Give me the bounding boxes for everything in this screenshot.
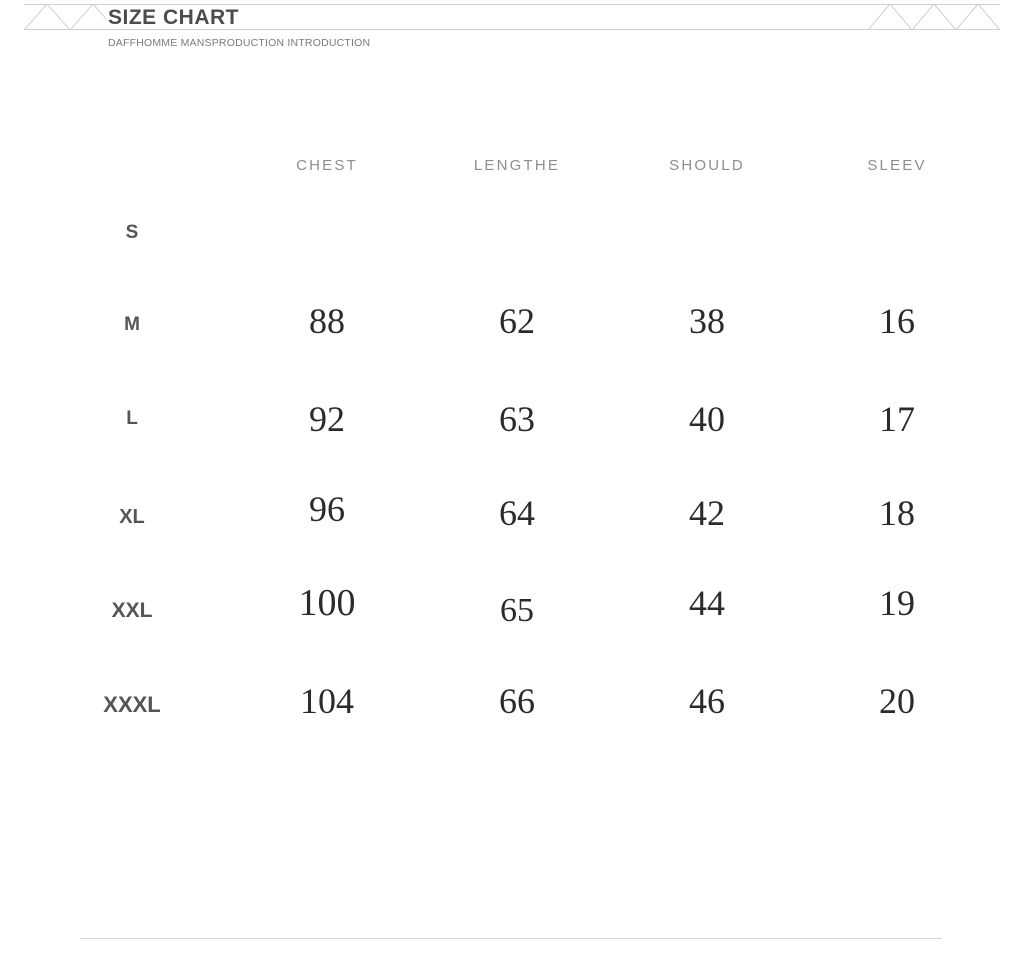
value-should-xxl: 44 — [689, 583, 725, 623]
table-row — [32, 188, 992, 278]
cell-sleev — [802, 560, 992, 654]
value-lengthe-m: 62 — [499, 301, 535, 341]
table-header-row — [32, 120, 992, 188]
table-row — [32, 372, 992, 466]
cell-chest — [232, 278, 422, 372]
size-label-xxl: XXL — [111, 599, 153, 622]
cell-lengthe — [422, 188, 612, 278]
value-chest-m: 88 — [309, 301, 345, 341]
size-label-s: S — [125, 222, 139, 243]
value-sleev-xxl: 19 — [879, 583, 915, 623]
cell-chest — [232, 466, 422, 560]
size-label-xxxl: XXXL — [103, 692, 161, 717]
cell-lengthe — [422, 278, 612, 372]
value-chest-xl: 96 — [309, 489, 345, 529]
table-row — [32, 278, 992, 372]
value-should-m: 38 — [689, 301, 725, 341]
value-lengthe-xxxl: 66 — [499, 681, 535, 721]
page-title: SIZE CHART — [106, 7, 247, 29]
size-chart — [0, 120, 1024, 748]
value-sleev-l: 17 — [879, 399, 915, 439]
value-lengthe-xl: 64 — [499, 493, 535, 533]
cell-chest — [232, 188, 422, 278]
row-size-label — [32, 466, 232, 560]
cell-should — [612, 654, 802, 748]
cell-should — [612, 372, 802, 466]
page-subtitle: DAFFHOMME MANSPRODUCTION INTRODUCTION — [108, 37, 371, 49]
cell-chest — [232, 560, 422, 654]
cell-lengthe — [422, 654, 612, 748]
value-chest-xxl: 100 — [298, 582, 356, 624]
cell-sleev — [802, 372, 992, 466]
value-lengthe-xxl: 65 — [500, 592, 534, 629]
column-header-chest: CHEST — [296, 157, 358, 174]
table-row — [32, 466, 992, 560]
size-label-m: M — [124, 314, 140, 335]
table-body — [32, 188, 992, 748]
value-should-xl: 42 — [689, 493, 725, 533]
cell-should — [612, 466, 802, 560]
row-size-label — [32, 278, 232, 372]
footer-divider — [80, 938, 942, 939]
cell-should — [612, 560, 802, 654]
table-row — [32, 654, 992, 748]
cell-sleev — [802, 654, 992, 748]
column-header-lengthe: LENGTHE — [473, 157, 561, 174]
cell-sleev — [802, 466, 992, 560]
column-header-sleev: SLEEV — [867, 157, 927, 174]
value-sleev-xxxl: 20 — [879, 681, 915, 721]
size-label-xl: XL — [119, 505, 145, 528]
cell-lengthe — [422, 372, 612, 466]
chart-header — [0, 0, 1024, 62]
column-header-size — [32, 120, 232, 188]
cell-sleev — [802, 278, 992, 372]
row-size-label — [32, 372, 232, 466]
row-size-label — [32, 560, 232, 654]
size-chart-table — [32, 120, 992, 748]
row-size-label — [32, 188, 232, 278]
cell-should — [612, 188, 802, 278]
cell-lengthe — [422, 466, 612, 560]
cell-lengthe — [422, 560, 612, 654]
cell-sleev — [802, 188, 992, 278]
cell-should — [612, 278, 802, 372]
value-should-l: 40 — [689, 399, 725, 439]
value-sleev-m: 16 — [879, 301, 915, 341]
value-chest-xxxl: 104 — [300, 681, 354, 721]
zigzag-right-decoration — [868, 4, 1000, 30]
value-chest-l: 92 — [309, 399, 345, 439]
value-sleev-xl: 18 — [879, 493, 915, 533]
size-label-l: L — [126, 408, 138, 429]
column-header-should: SHOULD — [669, 157, 745, 174]
cell-chest — [232, 372, 422, 466]
table-header — [32, 120, 992, 188]
zigzag-left-decoration — [24, 4, 116, 30]
value-lengthe-l: 63 — [499, 399, 535, 439]
table-row — [32, 560, 992, 654]
cell-chest — [232, 654, 422, 748]
row-size-label — [32, 654, 232, 748]
value-should-xxxl: 46 — [689, 681, 725, 721]
